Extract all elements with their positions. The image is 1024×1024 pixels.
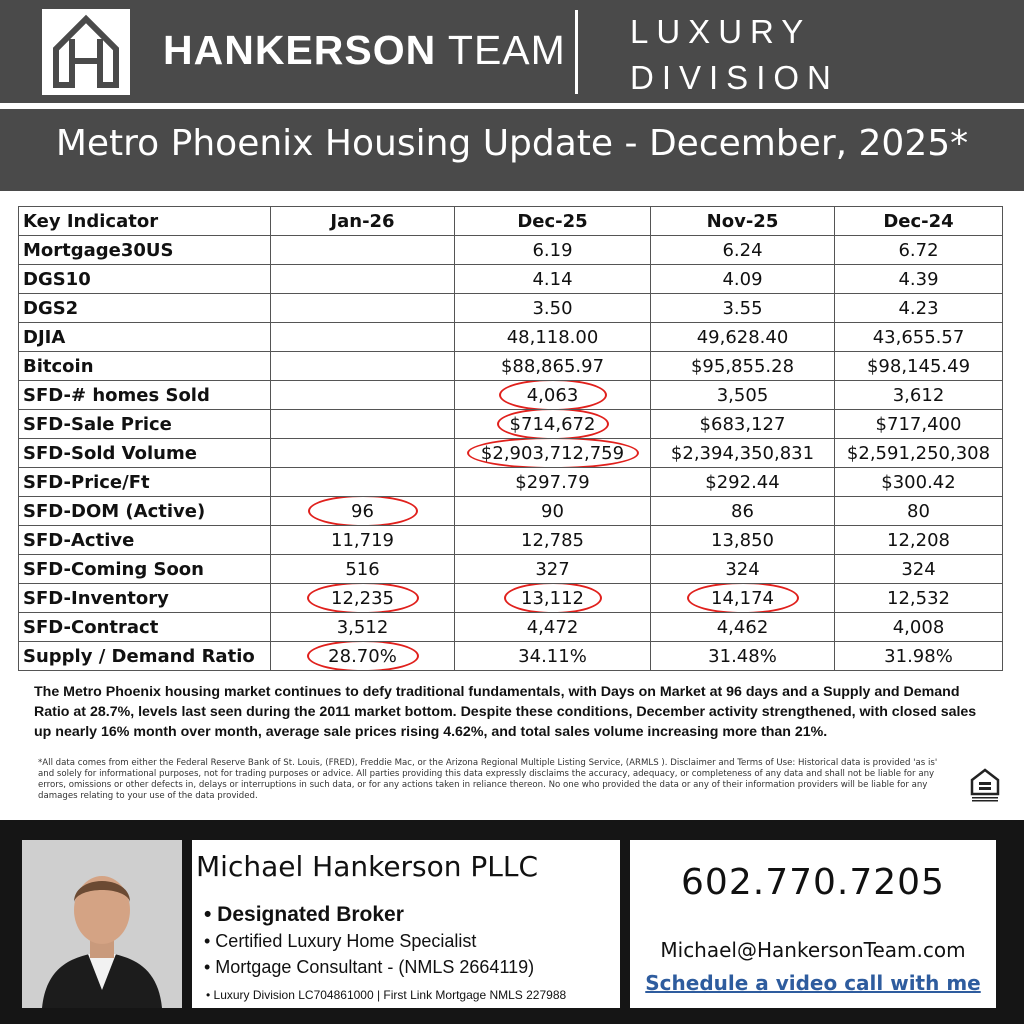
table-cell: 324 [651, 555, 835, 584]
table-row [19, 526, 1003, 555]
contact-card [630, 840, 996, 1008]
header-divider [575, 10, 578, 94]
table-row [19, 497, 1003, 526]
table-cell: 4.14 [455, 265, 651, 294]
table-cell: 12,208 [835, 526, 1003, 555]
row-label: SFD-Contract [19, 613, 271, 642]
table-cell: 12,532 [835, 584, 1003, 613]
row-label: SFD-Sale Price [19, 410, 271, 439]
table-cell: 3.50 [455, 294, 651, 323]
agent-card [192, 840, 620, 1008]
table-cell: $88,865.97 [455, 352, 651, 381]
table-cell [455, 584, 651, 613]
table-cell [271, 352, 455, 381]
row-label: Bitcoin [19, 352, 271, 381]
table-cell: $297.79 [455, 468, 651, 497]
table-row [19, 584, 1003, 613]
table-cell [271, 323, 455, 352]
schedule-video-call-link[interactable]: Schedule a video call with me [645, 971, 981, 995]
header-banner [0, 0, 1024, 103]
table-cell: 13,850 [651, 526, 835, 555]
table-cell: 31.48% [651, 642, 835, 671]
table-cell: 49,628.40 [651, 323, 835, 352]
agent-title: • Designated Broker [204, 903, 404, 926]
table-cell: 516 [271, 555, 455, 584]
agent-credential: • Certified Luxury Home Specialist [204, 931, 477, 951]
row-label: SFD-Coming Soon [19, 555, 271, 584]
table-cell: 4.39 [835, 265, 1003, 294]
table-cell: 90 [455, 497, 651, 526]
table-cell: 86 [651, 497, 835, 526]
column-header: Key Indicator [19, 207, 271, 236]
row-label: SFD-# homes Sold [19, 381, 271, 410]
row-label: Mortgage30US [19, 236, 271, 265]
division-label [630, 9, 839, 101]
table-cell [271, 584, 455, 613]
table-cell: 327 [455, 555, 651, 584]
indicator-table-wrap [18, 206, 1004, 671]
table-cell [651, 584, 835, 613]
agent-name: Michael Hankerson PLLC [196, 850, 539, 883]
cell-value: 96 [351, 500, 374, 522]
table-cell [455, 381, 651, 410]
table-cell [271, 381, 455, 410]
table-row [19, 410, 1003, 439]
cell-value: 4,063 [526, 384, 579, 406]
title-bar [0, 103, 1024, 191]
cell-value: 28.70% [328, 645, 397, 667]
column-header: Jan-26 [271, 207, 455, 236]
table-cell: $2,394,350,831 [651, 439, 835, 468]
row-label: SFD-Sold Volume [19, 439, 271, 468]
table-row [19, 642, 1003, 671]
table-cell: 3,505 [651, 381, 835, 410]
table-cell: 80 [835, 497, 1003, 526]
table-cell: 3.55 [651, 294, 835, 323]
table-cell [271, 642, 455, 671]
table-row [19, 439, 1003, 468]
disclaimer-text: *All data comes from either the Federal Reserve Bank of St. Louis, (FRED), Freddie Mac, or the Arizona Regional Multiple Listing Service, (ARMLS ). Disclaimer and Terms of Use: Historical data is provided 'as is' and solely for informational purposes, not for trading purposes or advice. All parties providing this data expressly disclaims the accuracy, adequacy, or completeness of any data and shall not be liable for any errors, omissions or other defects in, delays or interruptions in such data, or for any actions taken in reliance thereon. No one who provided the data or any of their information providers will be liable for any damages relating to your use of the data provided. [38, 758, 938, 801]
table-row [19, 323, 1003, 352]
table-header-row [19, 207, 1003, 236]
page-title: Metro Phoenix Housing Update - December, 2025* [55, 123, 969, 164]
table-cell: 48,118.00 [455, 323, 651, 352]
table-cell: $717,400 [835, 410, 1003, 439]
row-label: DGS2 [19, 294, 271, 323]
table-cell: 34.11% [455, 642, 651, 671]
table-cell: 4,462 [651, 613, 835, 642]
table-cell: $2,591,250,308 [835, 439, 1003, 468]
division-line1: LUXURY [630, 13, 812, 50]
email-address[interactable]: Michael@HankersonTeam.com [660, 938, 966, 962]
table-cell: 3,512 [271, 613, 455, 642]
row-label: DGS10 [19, 265, 271, 294]
column-header: Dec-24 [835, 207, 1003, 236]
table-cell [271, 468, 455, 497]
column-header: Dec-25 [455, 207, 651, 236]
table-cell: 43,655.57 [835, 323, 1003, 352]
equal-housing-icon [970, 768, 1000, 802]
table-cell [455, 439, 651, 468]
table-cell: 11,719 [271, 526, 455, 555]
cell-value: 14,174 [711, 587, 774, 609]
table-cell: $300.42 [835, 468, 1003, 497]
table-cell [271, 439, 455, 468]
table-cell: $292.44 [651, 468, 835, 497]
table-cell [271, 410, 455, 439]
hankerson-logo [42, 9, 130, 95]
row-label: SFD-Active [19, 526, 271, 555]
table-row [19, 555, 1003, 584]
row-label: SFD-Price/Ft [19, 468, 271, 497]
table-row [19, 613, 1003, 642]
table-cell: 4.23 [835, 294, 1003, 323]
brand-name-light: TEAM [447, 27, 566, 73]
division-line2: DIVISION [630, 59, 839, 96]
brand-name-bold: HANKERSON [163, 27, 437, 73]
table-body [19, 236, 1003, 671]
table-cell: 6.72 [835, 236, 1003, 265]
indicator-table [18, 206, 1003, 671]
table-cell: 3,612 [835, 381, 1003, 410]
table-cell: 6.19 [455, 236, 651, 265]
table-cell [271, 265, 455, 294]
market-summary: The Metro Phoenix housing market continues to defy traditional fundamentals, with Days on Market at 96 days and a Supply and Demand Ratio at 28.7%, levels last seen during the 2011 market bottom. Despite these conditions, December activity strengthened, with closed sales up nearly 16% month over month, average sale prices rising 4.62%, and total sales volume increasing more than 21%. [34, 684, 977, 740]
row-label: SFD-DOM (Active) [19, 497, 271, 526]
phone-number[interactable]: 602.770.7205 [681, 862, 945, 903]
table-cell: 12,785 [455, 526, 651, 555]
table-cell: 6.24 [651, 236, 835, 265]
cell-value: 13,112 [521, 587, 584, 609]
cell-value: 12,235 [331, 587, 394, 609]
table-row [19, 381, 1003, 410]
cell-value: $2,903,712,759 [480, 442, 625, 464]
license-info: • Luxury Division LC704861000 | First Link Mortgage NMLS 227988 [206, 988, 567, 1002]
table-row [19, 265, 1003, 294]
agent-portrait-icon [22, 840, 182, 1008]
agent-photo [22, 840, 182, 1008]
table-cell: 31.98% [835, 642, 1003, 671]
table-cell [271, 497, 455, 526]
cell-value: $714,672 [509, 413, 596, 435]
table-cell: 4.09 [651, 265, 835, 294]
table-row [19, 236, 1003, 265]
table-cell: 4,472 [455, 613, 651, 642]
table-cell: 4,008 [835, 613, 1003, 642]
table-row [19, 294, 1003, 323]
row-label: DJIA [19, 323, 271, 352]
table-cell [271, 294, 455, 323]
table-cell: 324 [835, 555, 1003, 584]
table-row [19, 468, 1003, 497]
row-label: SFD-Inventory [19, 584, 271, 613]
agent-credential: • Mortgage Consultant - (NMLS 2664119) [204, 957, 535, 977]
table-cell [455, 410, 651, 439]
table-cell: $95,855.28 [651, 352, 835, 381]
table-row [19, 352, 1003, 381]
table-cell: $683,127 [651, 410, 835, 439]
row-label: Supply / Demand Ratio [19, 642, 271, 671]
house-h-logo-icon [42, 9, 130, 95]
table-cell: $98,145.49 [835, 352, 1003, 381]
column-header: Nov-25 [651, 207, 835, 236]
brand-name [163, 27, 566, 74]
table-cell [271, 236, 455, 265]
